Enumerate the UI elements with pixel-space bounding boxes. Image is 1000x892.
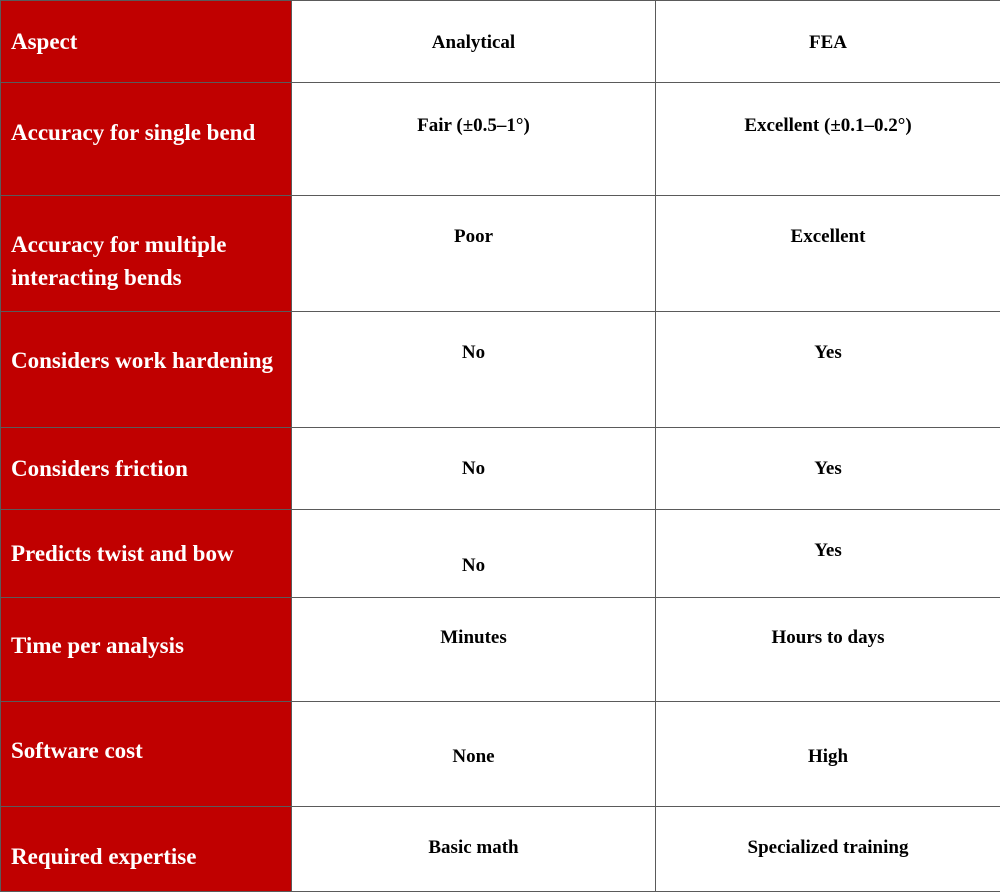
row-analytical-value: Minutes [292, 598, 656, 702]
row-analytical-value: Poor [292, 196, 656, 312]
row-aspect-label: Software cost [1, 702, 292, 807]
table-row [1, 807, 1000, 892]
table-row [1, 510, 1000, 598]
row-analytical-value: Fair (±0.5–1°) [292, 83, 656, 196]
row-aspect-label: Considers work hardening [1, 312, 292, 428]
table-row [1, 196, 1000, 312]
row-fea-value: Excellent (±0.1–0.2°) [656, 83, 1000, 196]
header-aspect: Aspect [1, 1, 292, 83]
table-row [1, 702, 1000, 807]
row-fea-value: Specialized training [656, 807, 1000, 892]
row-aspect-label: Considers friction [1, 428, 292, 510]
table-row [1, 428, 1000, 510]
table-row [1, 312, 1000, 428]
row-fea-value: Yes [656, 510, 1000, 598]
row-aspect-label: Accuracy for single bend [1, 83, 292, 196]
row-analytical-value: None [292, 702, 656, 807]
row-aspect-label: Required expertise [1, 807, 292, 892]
row-aspect-label: Time per analysis [1, 598, 292, 702]
row-analytical-value: No [292, 510, 656, 598]
row-fea-value: Excellent [656, 196, 1000, 312]
row-analytical-value: No [292, 428, 656, 510]
row-analytical-value: No [292, 312, 656, 428]
row-aspect-label: Accuracy for multiple interacting bends [1, 196, 292, 312]
table-row [1, 83, 1000, 196]
row-fea-value: High [656, 702, 1000, 807]
header-row [1, 1, 1000, 83]
row-analytical-value: Basic math [292, 807, 656, 892]
row-fea-value: Yes [656, 428, 1000, 510]
row-fea-value: Hours to days [656, 598, 1000, 702]
row-fea-value: Yes [656, 312, 1000, 428]
row-aspect-label: Predicts twist and bow [1, 510, 292, 598]
table-row [1, 598, 1000, 702]
header-analytical: Analytical [292, 1, 656, 83]
header-fea: FEA [656, 1, 1000, 83]
